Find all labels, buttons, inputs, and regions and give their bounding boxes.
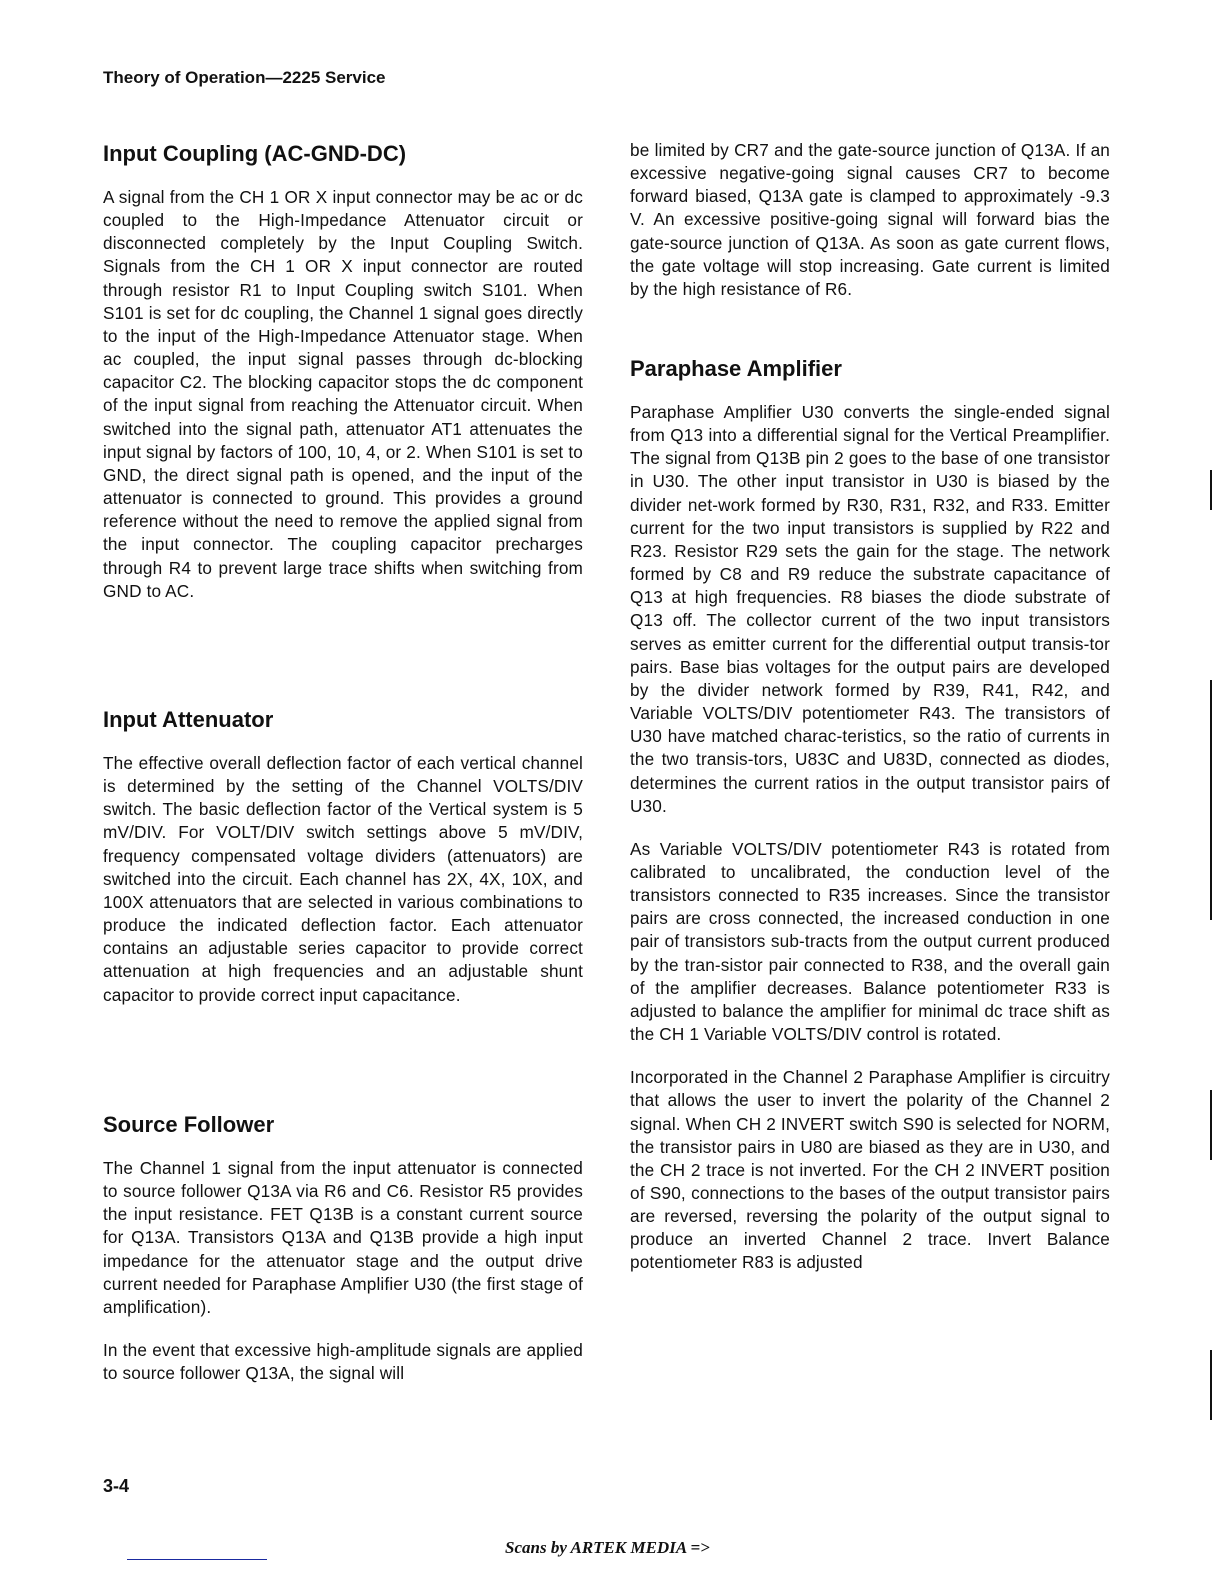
section-continuation	[630, 139, 1110, 301]
page-number: 3-4	[103, 1476, 130, 1496]
section-heading: Input Attenuator	[103, 707, 274, 732]
paragraph: Incorporated in the Channel 2 Paraphase Amplifier is circuitry that allows the user to invert the polarity of the Channel 2 signal. When CH 2 INVERT switch S90 is selected for NORM, the transistor pairs in U80 are biased as they are in U30, and the CH 2 trace is not inverted. For the CH 2 INVERT position of S90, connections to the bases of the output transistor pairs are reversed, reversing the polarity of the output signal to produce an inverted Channel 2 trace. Invert Balance potentiometer R83 is adjusted	[630, 1067, 1110, 1273]
paragraph: A signal from the CH 1 OR X input connector may be ac or dc coupled to the High-Impedance Attenuator circuit or disconnected completely by the Input Coupling Switch. Signals from the CH 1 OR X input connector are routed through resistor R1 to Input Coupling switch S101. When S101 is set for dc coupling, the Channel 1 signal goes directly to the input of the High-Impedance Attenuator stage. When ac coupled, the input signal passes through dc-blocking capacitor C2. The blocking capacitor stops the dc component of the input signal from reaching the Attenuator circuit. When switched into the signal path, attenuator AT1 attenuates the input signal by factors of 100, 10, 4, or 2. When S101 is set to GND, the direct signal path is opened, and the input of the attenuator is connected to ground. This provides a ground reference without the need to remove the applied signal from the input connector. The coupling capacitor precharges through R4 to prevent large trace shifts when switching from GND to AC.	[103, 187, 583, 601]
section-input-attenuator	[103, 706, 583, 1007]
scan-edge-mark	[1210, 1090, 1212, 1160]
section-heading: Paraphase Amplifier	[630, 356, 842, 381]
section-heading: Input Coupling (AC-GND-DC)	[103, 141, 407, 166]
paragraph: be limited by CR7 and the gate-source junction of Q13A. If an excessive negative-going signal causes CR7 to become forward biased, Q13A gate is clamped to approximately -9.3 V. An excessive positive-going signal will forward bias the gate-source junction of Q13A. As soon as gate current flows, the gate voltage will stop increasing. Gate current is limited by the high resistance of R6.	[630, 140, 1110, 299]
scan-edge-mark	[1210, 470, 1212, 510]
scan-edge-mark	[1210, 1350, 1212, 1420]
running-header: Theory of Operation—2225 Service	[103, 68, 386, 87]
paragraph: The effective overall deflection factor of each vertical channel is determined by the setting of the Channel VOLTS/DIV switch. The basic deflection factor of the Vertical system is 5 mV/DIV. For VOLT/DIV switch settings above 5 mV/DIV, frequency compensated voltage dividers (attenuators) are switched into the circuit. Each channel has 2X, 4X, 10X, and 100X attenuators that are selected in various combinations to produce the indicated deflection factor. Each attenuator contains an adjustable series capacitor to provide correct attenuation at high frequencies and an adjustable shunt capacitor to provide correct input capacitance.	[103, 753, 583, 1005]
section-input-coupling	[103, 140, 583, 603]
underline-rule	[127, 1559, 267, 1560]
paragraph: The Channel 1 signal from the input attenuator is connected to source follower Q13A via R6 and C6. Resistor R5 provides the input resistance. FET Q13B is a constant current source for Q13A. Transistors Q13A and Q13B provide a high input impedance for the attenuator stage and the output drive current needed for Paraphase Amplifier U30 (the first stage of amplification).	[103, 1158, 583, 1317]
paragraph: As Variable VOLTS/DIV potentiometer R43 is rotated from calibrated to uncalibrated, the conduction level of the transistors connected to R35 increases. Since the transistor pairs are cross connected, the increased conduction in one pair of transistors sub-tracts from the output current produced by the tran-sistor pair connected to R38, and the overall gain of the amplifier decreases. Balance potentiometer R33 is adjusted to balance the amplifier for minimal dc trace shift as the CH 1 Variable VOLTS/DIV control is rotated.	[630, 838, 1110, 1045]
section-source-follower	[103, 1111, 583, 1385]
paragraph: Paraphase Amplifier U30 converts the single-ended signal from Q13 into a differential signal for the Vertical Preamplifier. The signal from Q13B pin 2 goes to the base of one transistor in U30. The other input transistor in U30 is biased by the divider net-work formed by R30, R31, R32, and R33. Emitter current for the two input transistors is supplied by R22 and R23. Resistor R29 sets the gain for the stage. The network formed by C8 and R9 reduce the substrate capacitance of Q13 at high frequencies. R8 biases the diode substrate of Q13 off. The collector current of the two input transistors serves as emitter current for the differential output transis-tor pairs. Base bias voltages for the output pairs are developed by the divider network formed by R39, R41, R42, and Variable VOLTS/DIV potentiometer R43. The transistors of U30 have matched charac-teristics, so the ratio of currents in the two transis-tors, U83C and U83D, connected as diodes, determines the current ratios in the output transistor pairs of U30.	[630, 402, 1110, 816]
paragraph: In the event that excessive high-amplitude signals are applied to source follower Q13A, the signal will	[103, 1340, 583, 1384]
section-heading: Source Follower	[103, 1112, 275, 1137]
section-paraphase-amplifier	[630, 355, 1110, 1275]
scan-edge-mark	[1210, 680, 1212, 920]
scan-credit: Scans by ARTEK MEDIA =>	[505, 1538, 710, 1557]
